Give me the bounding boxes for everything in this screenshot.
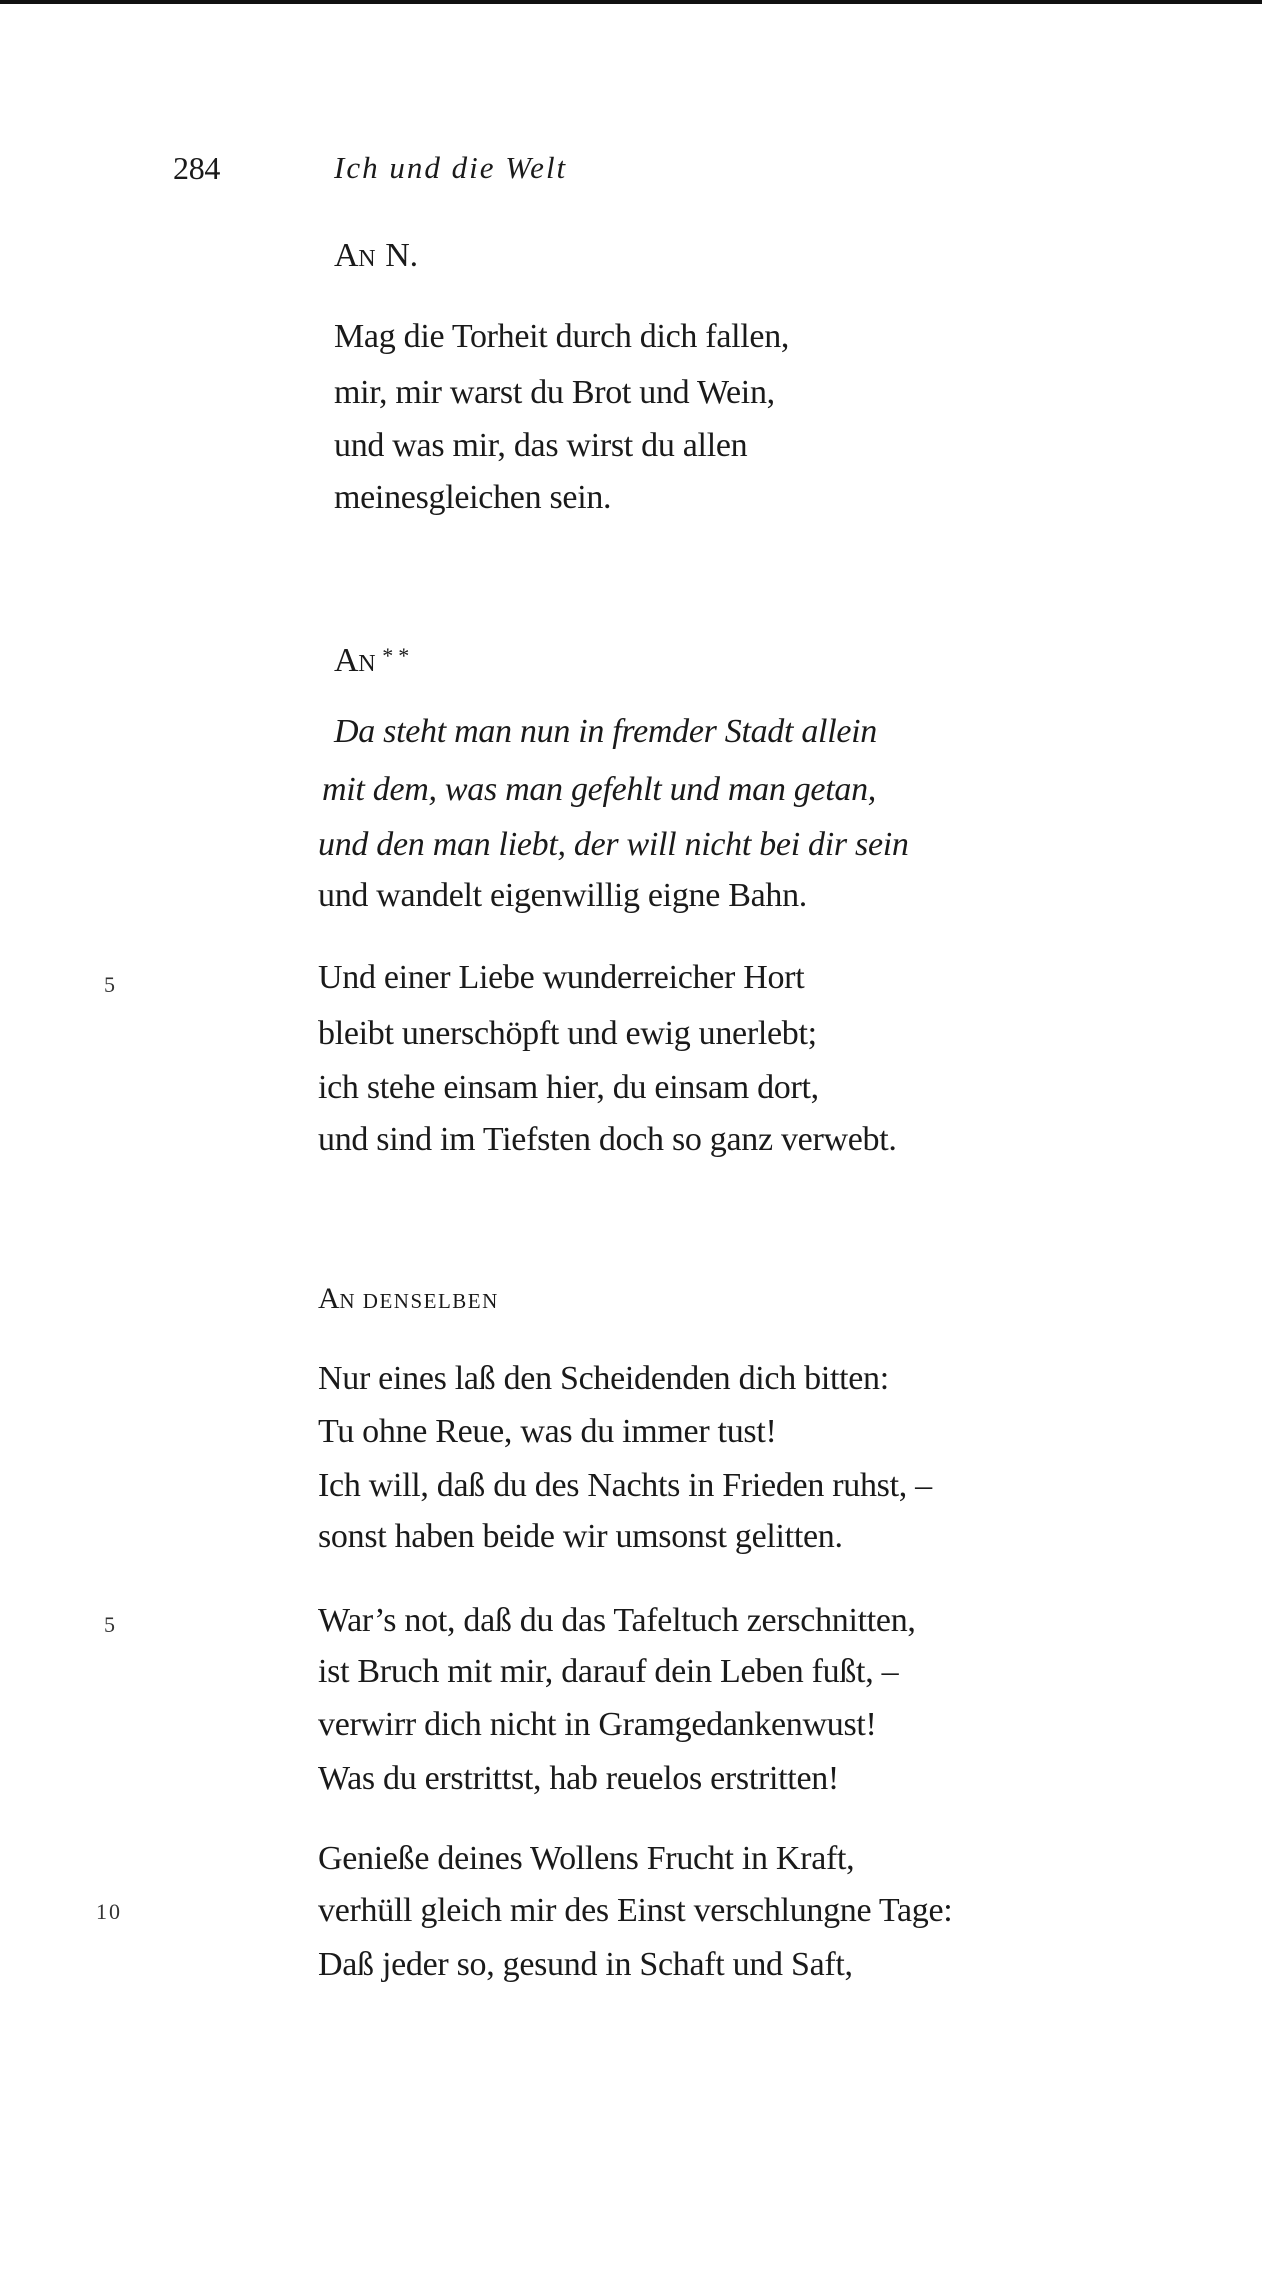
- title-smallcaps: N: [358, 246, 378, 272]
- title-smallcaps: N DENSELBEN: [339, 1289, 499, 1313]
- verse-line: Und einer Liebe wunderreicher Hort: [318, 959, 805, 996]
- scan-top-edge: [0, 0, 1262, 4]
- title-initial: A: [334, 642, 359, 679]
- running-title: Ich und die Welt: [334, 150, 568, 185]
- verse-line: ich stehe einsam hier, du einsam dort,: [318, 1069, 819, 1106]
- verse-line: Mag die Torheit durch dich fallen,: [334, 318, 790, 355]
- verse-line: Was du erstrittst, hab reuelos erstritten!: [318, 1760, 839, 1797]
- verse-line: bleibt unerschöpft und ewig unerlebt;: [318, 1015, 817, 1052]
- verse-line: ist Bruch mit mir, darauf dein Leben fußt, –: [318, 1653, 899, 1690]
- verse-line: und was mir, das wirst du allen: [334, 427, 748, 464]
- poem-title: [334, 629, 409, 683]
- line-number: 5: [104, 1612, 115, 1637]
- verse-line: sonst haben beide wir umsonst gelitten.: [318, 1518, 843, 1555]
- verse-line: meinesgleichen sein.: [334, 479, 612, 516]
- verse-line: und den man liebt, der will nicht bei dir sein: [318, 826, 909, 863]
- verse-line: mir, mir warst du Brot und Wein,: [334, 374, 775, 411]
- verse-line: und sind im Tiefsten doch so ganz verwebt.: [318, 1121, 897, 1158]
- verse-line: verwirr dich nicht in Gramgedankenwust!: [318, 1706, 877, 1743]
- title-initial: A: [334, 237, 359, 274]
- title-suffix: N.: [377, 237, 418, 274]
- verse-line: und wandelt eigenwillig eigne Bahn.: [318, 877, 807, 914]
- title-suffix: * *: [377, 643, 409, 668]
- verse-line: Da steht man nun in fremder Stadt allein: [334, 713, 877, 750]
- poem-title: [318, 1271, 499, 1325]
- page-number: 284: [173, 150, 221, 186]
- title-initial: A: [318, 1282, 340, 1315]
- verse-line: verhüll gleich mir des Einst verschlungne Tage:: [318, 1892, 953, 1929]
- verse-line: Genieße deines Wollens Frucht in Kraft,: [318, 1840, 855, 1877]
- verse-line: mit dem, was man gefehlt und man getan,: [322, 771, 876, 808]
- line-number: 5: [104, 972, 115, 997]
- poem-title: [334, 229, 418, 283]
- title-smallcaps: N: [358, 651, 378, 677]
- verse-line: Tu ohne Reue, was du immer tust!: [318, 1413, 777, 1450]
- verse-line: Ich will, daß du des Nachts in Frieden ruhst, –: [318, 1467, 932, 1504]
- line-number: 10: [96, 1899, 122, 1924]
- verse-line: Nur eines laß den Scheidenden dich bitten:: [318, 1360, 889, 1397]
- verse-line: War’s not, daß du das Tafeltuch zerschnitten,: [318, 1602, 916, 1639]
- verse-line: Daß jeder so, gesund in Schaft und Saft,: [318, 1946, 853, 1983]
